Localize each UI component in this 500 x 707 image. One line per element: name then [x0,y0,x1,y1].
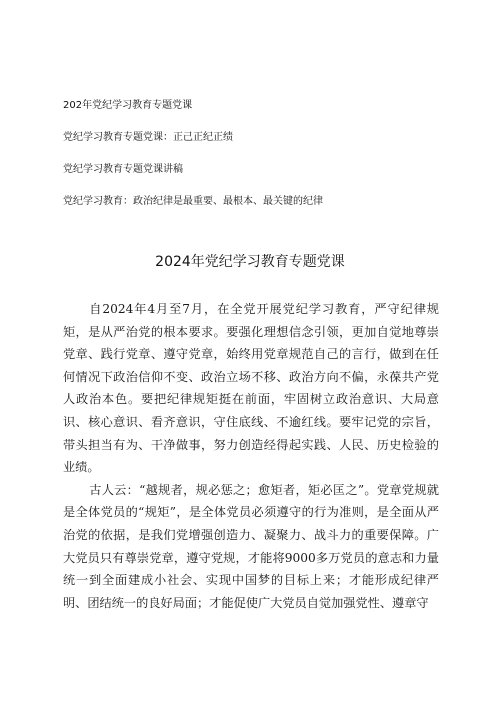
document-body [63,298,439,614]
contents-item: 党纪学习教育专题党课：正己正纪正绩 [63,132,233,143]
body-paragraph: 自2024年4月至7月，在全党开展党纪学习教育，严守纪律规矩，是从严治党的根本要求。要强化理想信念引领，更加自觉地尊崇党章、践行党章、遵守党章，始终用党章规范自己的言行，做到在任何情况下政治信仰不变、政治立场不移、政治方向不偏，永葆共产党人政治本色。要把纪律规矩挺在前面，牢固树立政治意识、大局意识、核心意识、看齐意识，守住底线、不逾红线。要牢记党的宗旨，带头担当有为、干净做事，努力创造经得起实践、人民、历史检验的业绩。 [63,302,439,475]
contents-item: 党纪学习教育专题党课讲稿 [63,164,183,175]
document-title: 2024年党纪学习教育专题党课 [155,254,345,270]
contents-item: 202年党纪学习教育专题党课 [63,100,193,111]
body-paragraph: 古人云：“越规者，规必惩之；愈矩者，矩必匡之”。党章党规就是全体党员的“规矩”，是全体党员必须遵守的行为准则，是全面从严治党的依据，是我们党增强创造力、凝聚力、战斗力的重要保障。广大党员只有尊崇党章，遵守党规，才能将9000多万党员的意志和力量统一到全面建成小社会、实现中国梦的目标上来；才能形成纪律严明、团结统一的良好局面；才能促使广大党员自觉加强党性、遵章守 [63,482,439,610]
contents-item: 党纪学习教育：政治纪律是最重要、最根本、最关键的纪律 [63,196,323,207]
contents-list [63,99,463,227]
